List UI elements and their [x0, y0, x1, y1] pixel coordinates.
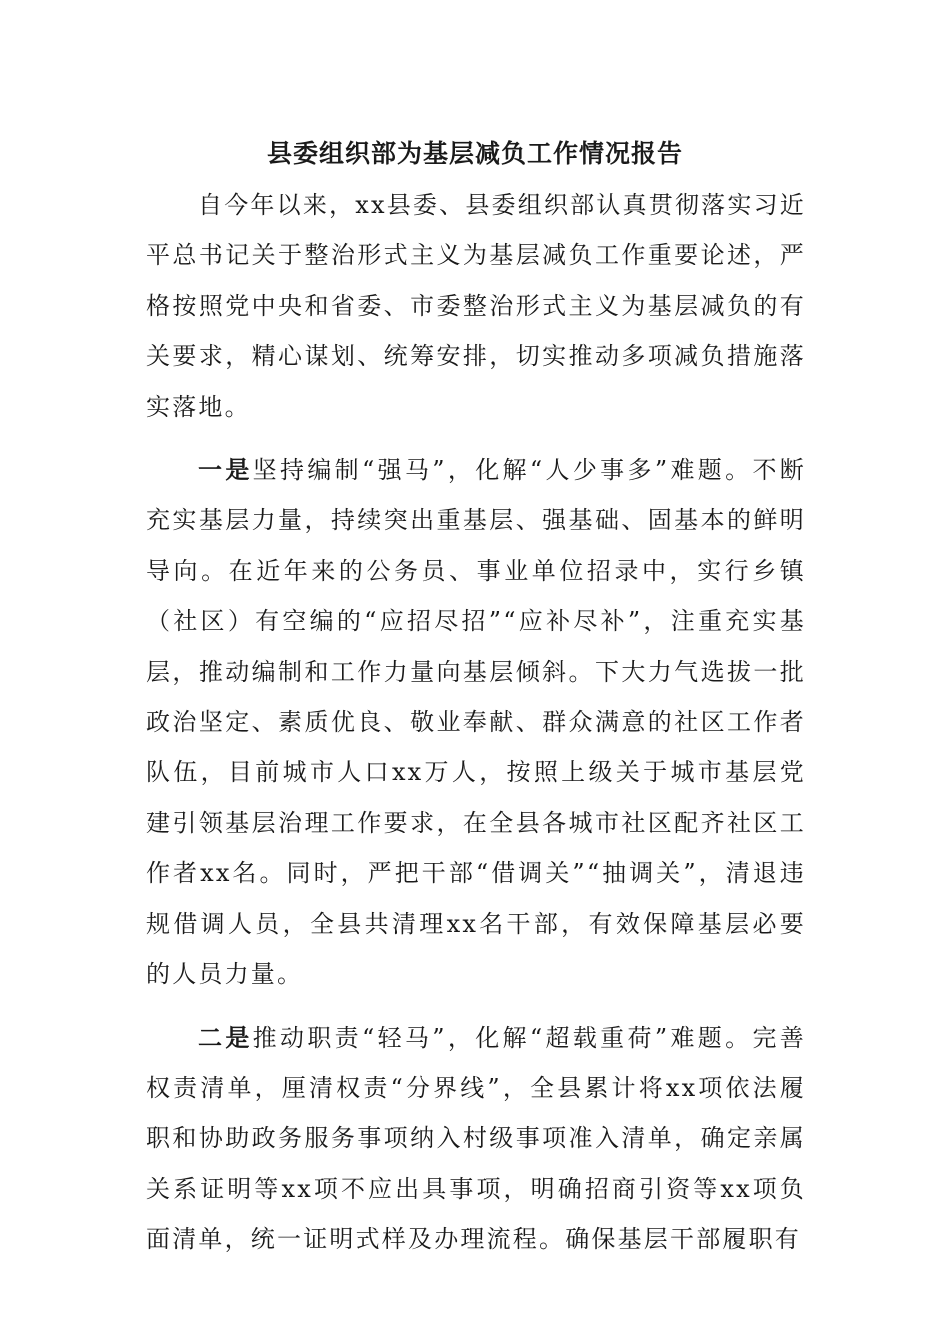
paragraph-lead: 一是 — [198, 455, 253, 485]
paragraph-text: 推动职责“轻马”，化解“超载重荷”难题。完善权责清单，厘清权责“分界线”，全县累计将xx项依法履职和协助政务服务事项纳入村级事项准入清单，确定亲属关系证明等xx项不应出具事项，明确招商引资等xx项负面清单，统一证明式样及办理流程。确保基层干部履职有 — [146, 1023, 806, 1254]
paragraph-text: 自今年以来，xx县委、县委组织部认真贯彻落实习近平总书记关于整治形式主义为基层减负工作重要论述，严格按照党中央和省委、市委整治形式主义为基层减负的有关要求，精心谋划、统筹安排，切实推动多项减负措施落实落地。 — [146, 191, 806, 421]
paragraph-point-two — [146, 1013, 806, 1265]
document-body — [146, 180, 806, 1278]
paragraph-intro — [146, 180, 806, 432]
paragraph-point-one — [146, 445, 806, 999]
paragraph-lead: 二是 — [198, 1022, 253, 1052]
paragraph-text: 坚持编制“强马”，化解“人少事多”难题。不断充实基层力量，持续突出重基层、强基础、固基本的鲜明导向。在近年来的公务员、事业单位招录中，实行乡镇（社区）有空编的“应招尽招”“应补尽补”，注重充实基层，推动编制和工作力量向基层倾斜。下大力气选拔一批政治坚定、素质优良、敬业奉献、群众满意的社区工作者队伍，目前城市人口xx万人，按照上级关于城市基层党建引领基层治理工作要求，在全县各城市社区配齐社区工作者xx名。同时，严把干部“借调关”“抽调关”，清退违规借调人员，全县共清理xx名干部，有效保障基层必要的人员力量。 — [146, 456, 806, 989]
document-title: 县委组织部为基层减负工作情况报告 — [266, 139, 683, 168]
